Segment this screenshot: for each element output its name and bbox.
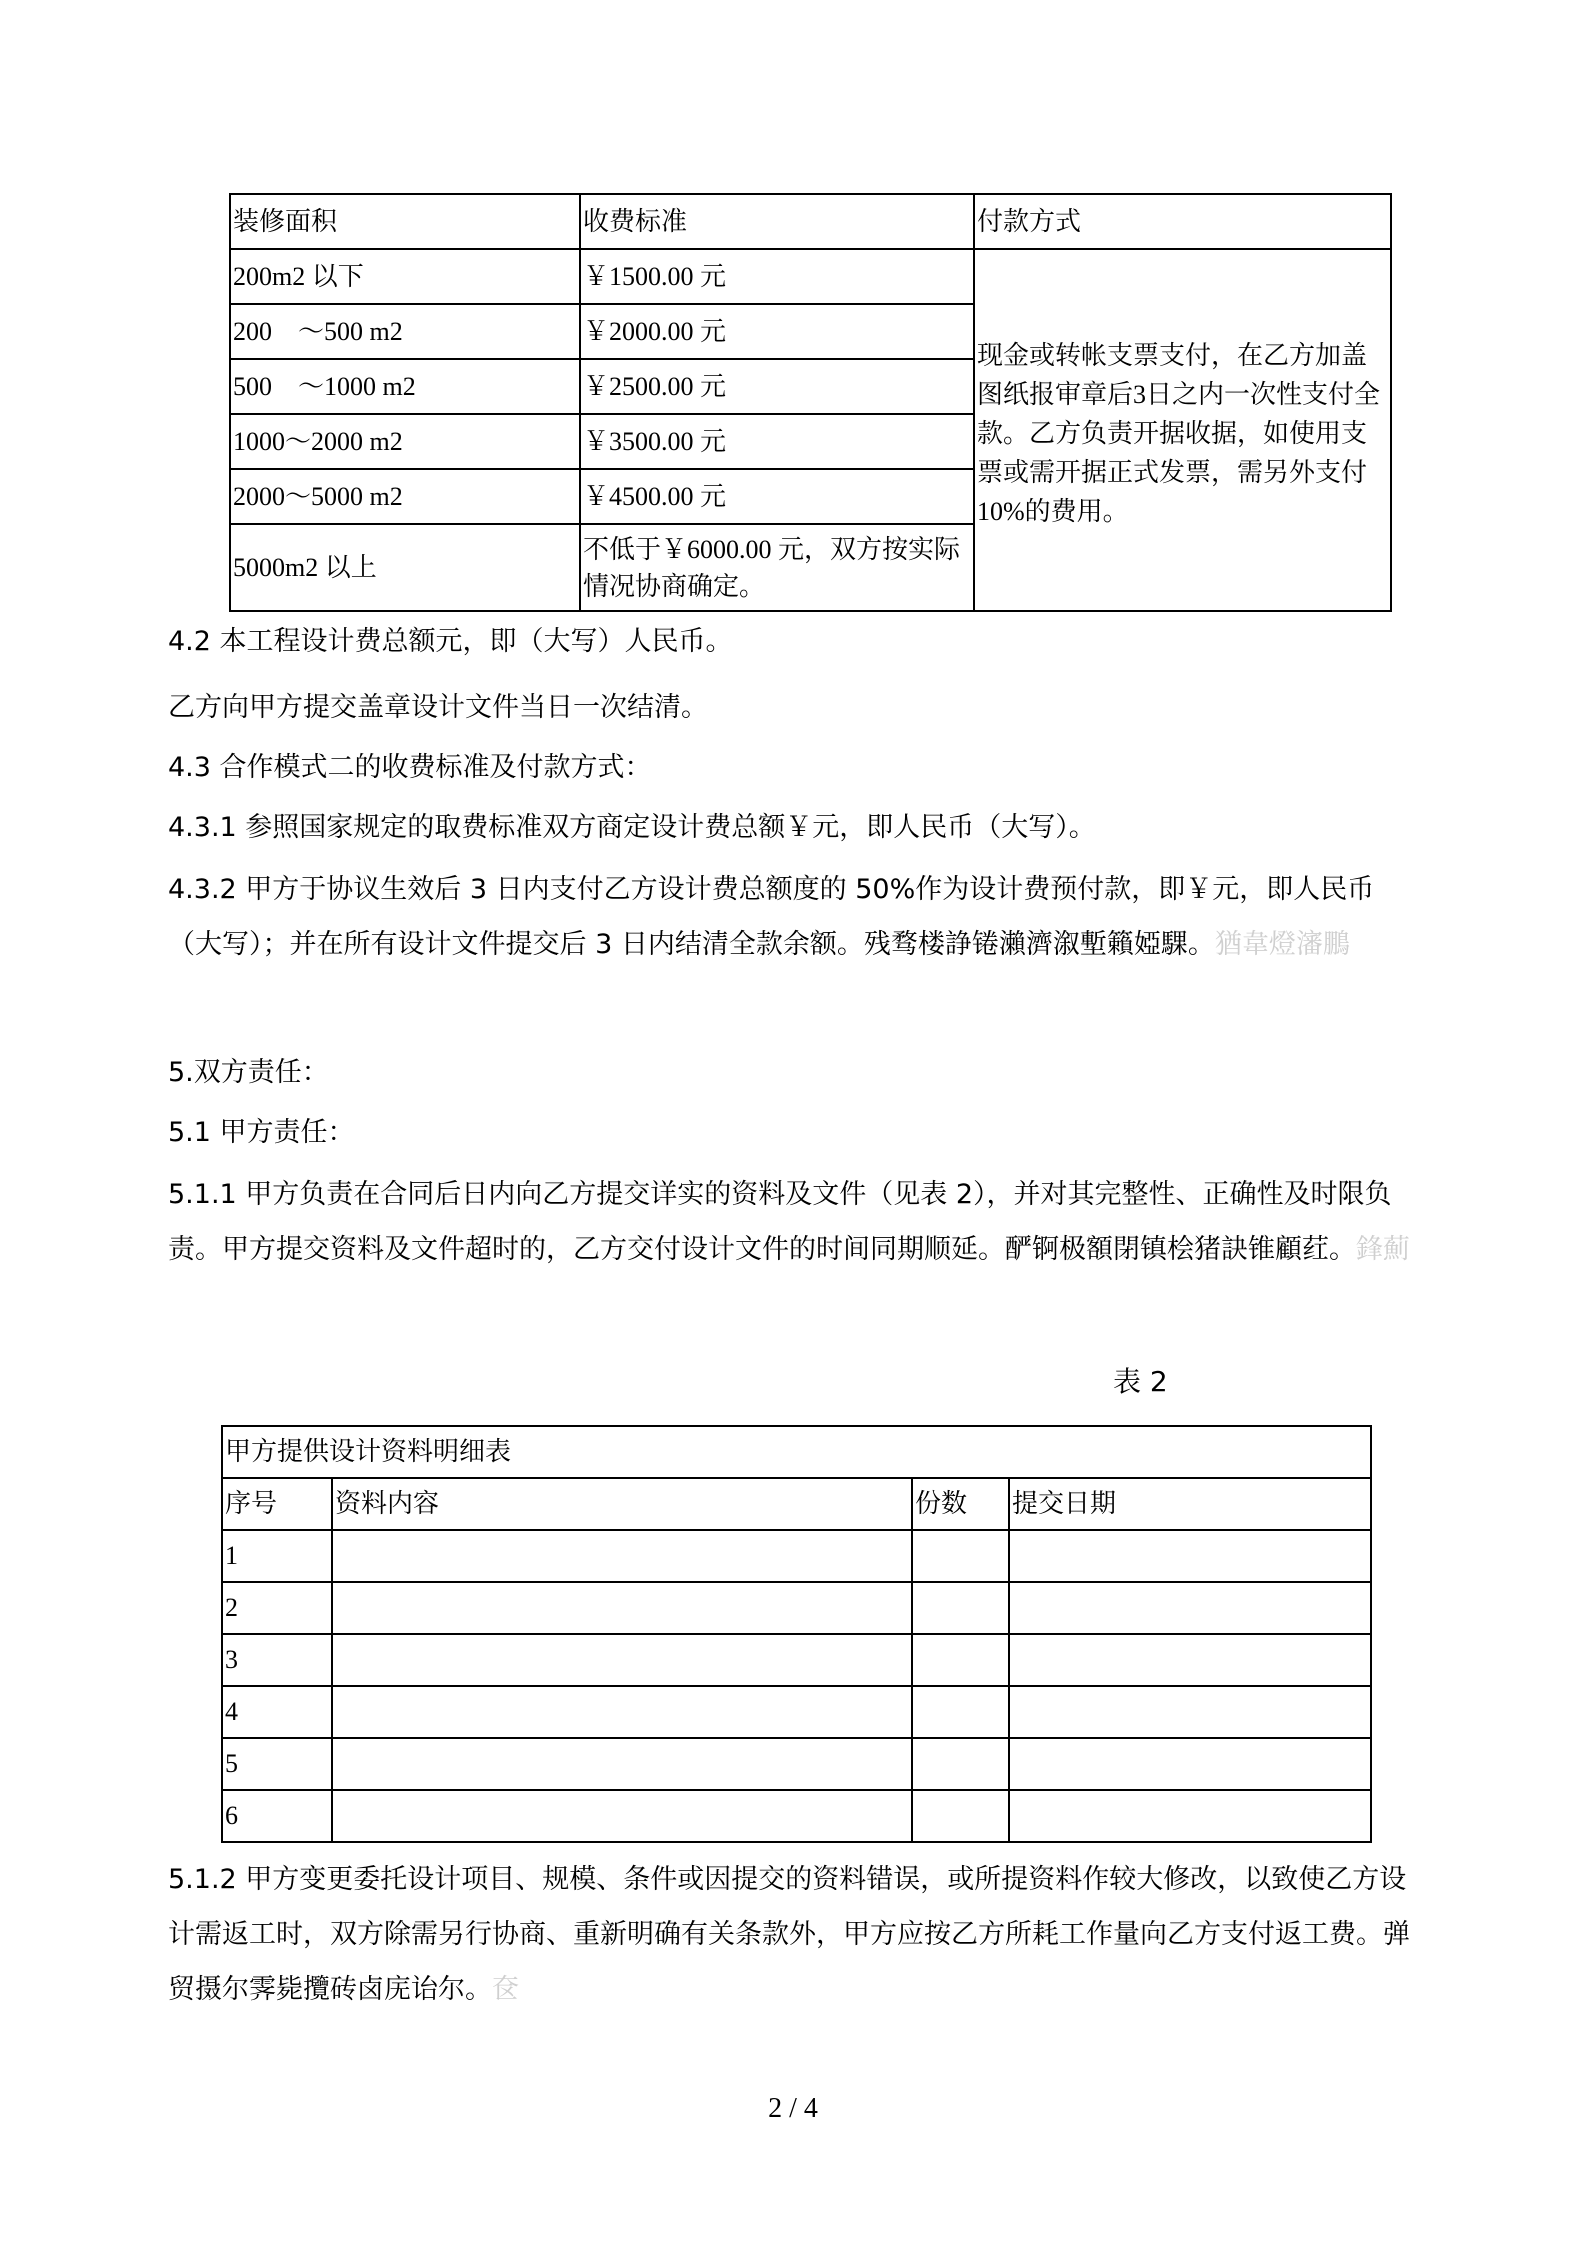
date-cell <box>1009 1634 1371 1686</box>
table-title-row <box>222 1426 1371 1478</box>
materials-table-title: 甲方提供设计资料明细表 <box>222 1426 1371 1478</box>
paragraph-4-2: 4.2 本工程设计费总额元，即（大写）人民币。 <box>168 626 733 657</box>
header-copies: 份数 <box>912 1478 1009 1530</box>
copies-cell <box>912 1530 1009 1582</box>
content-cell <box>332 1686 912 1738</box>
fee-standard-table <box>229 193 1392 612</box>
table-header-row <box>222 1478 1371 1530</box>
fee-cell: ￥1500.00 元 <box>580 249 974 304</box>
serial-cell: 6 <box>222 1790 332 1842</box>
fee-cell: 不低于￥6000.00 元，双方按实际情况协商确定。 <box>580 524 974 611</box>
header-area: 装修面积 <box>230 194 580 249</box>
paragraph-settlement: 乙方向甲方提交盖章设计文件当日一次结清。 <box>168 692 708 723</box>
table-row <box>222 1686 1371 1738</box>
serial-cell: 5 <box>222 1738 332 1790</box>
paragraph-5-1-2 <box>168 1852 1428 2017</box>
header-content: 资料内容 <box>332 1478 912 1530</box>
content-cell <box>332 1738 912 1790</box>
table-row <box>222 1530 1371 1582</box>
copies-cell <box>912 1686 1009 1738</box>
serial-cell: 3 <box>222 1634 332 1686</box>
paragraph-4-3-2 <box>168 862 1428 972</box>
fee-cell: ￥2500.00 元 <box>580 359 974 414</box>
paragraph-5-1-2-text: 5.1.2 甲方变更委托设计项目、规模、条件或因提交的资料错误，或所提资料作较大修改，以致使乙方设计需返工时，双方除需另行协商、重新明确有关条款外，甲方应按乙方所耗工作量向乙方支付返工费。弹贸摄尔霁毙攬砖卤庑诒尔。 <box>168 1864 1410 2005</box>
design-materials-table <box>221 1425 1372 1843</box>
content-cell <box>332 1530 912 1582</box>
paragraph-4-3: 4.3 合作模式二的收费标准及付款方式： <box>168 752 652 783</box>
date-cell <box>1009 1582 1371 1634</box>
copies-cell <box>912 1582 1009 1634</box>
copies-cell <box>912 1634 1009 1686</box>
paragraph-4-3-2-text: 4.3.2 甲方于协议生效后 3 日内支付乙方设计费总额度的 50%作为设计费预付款，即￥元，即人民币（大写）；并在所有设计文件提交后 3 日内结清全款余额。残骛楼諍锩瀨濟溆塹籟婭騍。 <box>168 874 1375 960</box>
faded-text: 鋒 <box>1356 1234 1383 1265</box>
table-row <box>222 1790 1371 1842</box>
content-cell <box>332 1790 912 1842</box>
page-number: 2 / 4 <box>768 2093 818 2124</box>
serial-cell: 4 <box>222 1686 332 1738</box>
section-5-title: 5.双方责任： <box>168 1057 329 1088</box>
content-cell <box>332 1634 912 1686</box>
table-row <box>230 249 1391 304</box>
content-cell <box>332 1582 912 1634</box>
date-cell <box>1009 1738 1371 1790</box>
table-header-row <box>230 194 1391 249</box>
payment-method-cell: 现金或转帐支票支付，在乙方加盖图纸报审章后3日之内一次性支付全款。乙方负责开据收据，如使用支票或需开据正式发票，需另外支付 10%的费用。 <box>974 249 1391 611</box>
table-row <box>222 1738 1371 1790</box>
fee-cell: ￥3500.00 元 <box>580 414 974 469</box>
paragraph-5-1-1 <box>168 1167 1428 1277</box>
area-cell: 1000～2000 m2 <box>230 414 580 469</box>
fee-cell: ￥2000.00 元 <box>580 304 974 359</box>
serial-cell: 1 <box>222 1530 332 1582</box>
serial-cell: 2 <box>222 1582 332 1634</box>
faded-text: 薊 <box>1383 1234 1410 1265</box>
section-5-1-title: 5.1 甲方责任： <box>168 1117 355 1148</box>
date-cell <box>1009 1790 1371 1842</box>
date-cell <box>1009 1686 1371 1738</box>
area-cell: 5000m2 以上 <box>230 524 580 611</box>
faded-text: 燈瀋鵬 <box>1268 929 1350 960</box>
table-row <box>222 1582 1371 1634</box>
table-2-caption: 表 2 <box>1113 1365 1168 1398</box>
area-cell: 2000～5000 m2 <box>230 469 580 524</box>
copies-cell <box>912 1790 1009 1842</box>
header-date: 提交日期 <box>1009 1478 1371 1530</box>
area-cell: 200m2 以下 <box>230 249 580 304</box>
header-serial: 序号 <box>222 1478 332 1530</box>
copies-cell <box>912 1738 1009 1790</box>
faded-text: 奁 <box>492 1974 519 2005</box>
header-payment: 付款方式 <box>974 194 1391 249</box>
paragraph-4-3-1: 4.3.1 参照国家规定的取费标准双方商定设计费总额￥元，即人民币（大写）。 <box>168 812 1096 843</box>
faded-text: 猶韋 <box>1214 929 1269 960</box>
area-cell: 200 ～500 m2 <box>230 304 580 359</box>
area-cell: 500 ～1000 m2 <box>230 359 580 414</box>
table-row <box>222 1634 1371 1686</box>
fee-cell: ￥4500.00 元 <box>580 469 974 524</box>
header-fee: 收费标准 <box>580 194 974 249</box>
paragraph-5-1-1-text: 5.1.1 甲方负责在合同后日内向乙方提交详实的资料及文件（见表 2），并对其完整性、正确性及时限负责。甲方提交资料及文件超时的，乙方交付设计文件的时间同期顺延。酽锕极額閉镇桧猪訣锥顧荭。 <box>168 1179 1392 1265</box>
date-cell <box>1009 1530 1371 1582</box>
